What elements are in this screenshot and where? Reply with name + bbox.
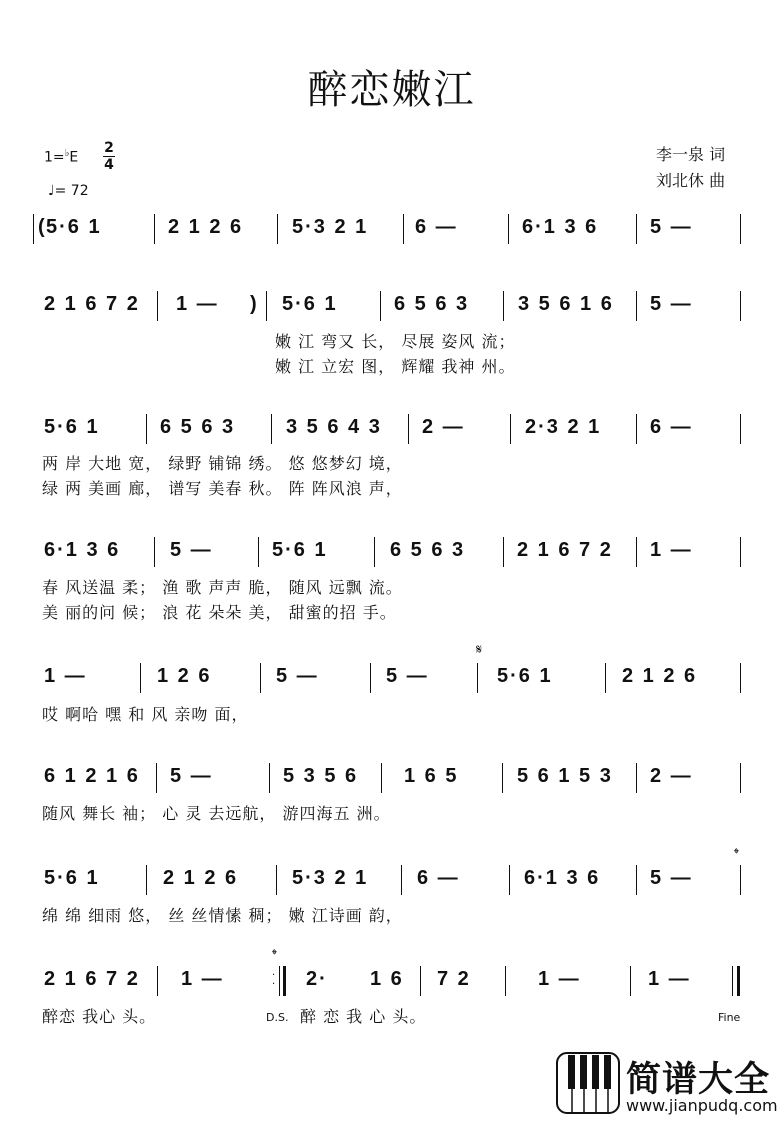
barline [276, 865, 277, 895]
barline [740, 663, 741, 693]
note-group: 5 6 1 5 3 [517, 765, 613, 787]
note-group: 3 5 6 4 3 [286, 416, 382, 438]
barline [271, 414, 272, 444]
note-group: 5·3 2 1 [292, 216, 369, 238]
note-group: 2 1 2 6 [622, 665, 698, 687]
note-group: 2 1 6 7 2 [44, 293, 140, 315]
note-group: 5·6 1 [272, 539, 328, 561]
barline [381, 763, 382, 793]
barline [740, 537, 741, 567]
lyric-line: 两 岸 大地 宽， 绿野 铺锦 绣。 悠 悠梦幻 境， [42, 454, 403, 473]
barline [374, 537, 375, 567]
barline [146, 865, 147, 895]
note-group: 2 — [650, 765, 693, 787]
lyric-line: 随风 舞长 袖； 心 灵 去远航， 游四海五 洲。 [42, 804, 391, 823]
barline [420, 966, 421, 996]
fine-marking: Fine [718, 1011, 741, 1024]
barline [740, 865, 741, 895]
barline [260, 663, 261, 693]
repeat-dots: · · [272, 970, 276, 990]
note-group: 1 — [44, 665, 87, 687]
tempo-marking [48, 183, 89, 199]
barline [277, 214, 278, 244]
key-note: E [69, 149, 79, 166]
note-group: 5 — [386, 665, 429, 687]
note-group: 1 — [176, 293, 219, 315]
note-group: ( [38, 216, 47, 238]
barline [510, 414, 511, 444]
note-group: 2 1 2 6 [163, 867, 239, 889]
barline [740, 763, 741, 793]
lyric-line: 醉恋 我心 头。 [42, 1007, 157, 1026]
quarter-note-icon: ♩ [48, 183, 55, 199]
page-title: 醉恋嫩江 [307, 67, 476, 113]
key-signature [44, 148, 78, 166]
barline [156, 763, 157, 793]
note-group: 6 — [417, 867, 460, 889]
note-group: 7 2 [437, 968, 471, 990]
note-group: 2 — [422, 416, 465, 438]
barline [403, 214, 404, 244]
barline [401, 865, 402, 895]
barline [636, 291, 637, 321]
barline [140, 663, 141, 693]
barline [630, 966, 631, 996]
barline [154, 537, 155, 567]
lyric-line: 哎 啊哈 嘿 和 风 亲吻 面， [42, 705, 249, 724]
note-group: 2 1 6 7 2 [44, 968, 140, 990]
barline [266, 291, 267, 321]
barline [157, 291, 158, 321]
barline [636, 414, 637, 444]
note-group: 5 — [650, 216, 693, 238]
note-group: 6·1 3 6 [44, 539, 121, 561]
note-group: 1 — [650, 539, 693, 561]
note-group: 6 1 2 1 6 [44, 765, 140, 787]
note-group: 1 2 6 [157, 665, 212, 687]
note-group: 5 — [170, 765, 213, 787]
note-group: 5·6 1 [44, 416, 100, 438]
note-group: 6·1 3 6 [524, 867, 601, 889]
barline [477, 663, 478, 693]
note-group: 5 — [276, 665, 319, 687]
note-group: ) [250, 293, 259, 315]
note-group: 1 — [538, 968, 581, 990]
logo-url: www.jianpudq.com [626, 1096, 778, 1115]
barline [636, 763, 637, 793]
note-group: 1 6 5 [404, 765, 459, 787]
note-group: 6 5 6 3 [390, 539, 466, 561]
barline [605, 663, 606, 693]
barline [740, 414, 741, 444]
note-group: 1 6 [370, 968, 404, 990]
barline [154, 214, 155, 244]
segno-sign: 𝄋 [476, 642, 483, 658]
barline [370, 663, 371, 693]
note-group: 2·3 2 1 [525, 416, 602, 438]
barline [503, 291, 504, 321]
note-group: 1 — [181, 968, 224, 990]
note-group: 3 5 6 1 6 [518, 293, 614, 315]
barline [269, 763, 270, 793]
note-group: 6·1 3 6 [522, 216, 599, 238]
logo-name: 简谱大全 [626, 1060, 771, 1100]
time-signature-top: 2 [104, 140, 114, 156]
note-group: 6 — [415, 216, 458, 238]
time-signature-bottom: 4 [104, 157, 114, 173]
ds-marking: D.S. [266, 1011, 289, 1024]
tempo-value: = 72 [54, 183, 89, 199]
barline [503, 537, 504, 567]
note-group: 2 1 6 7 2 [517, 539, 613, 561]
barline [740, 291, 741, 321]
barline [740, 214, 741, 244]
site-logo [556, 1052, 780, 1118]
barline [408, 414, 409, 444]
note-group: 6 5 6 3 [394, 293, 470, 315]
coda-sign: 𝄌 [734, 846, 739, 862]
lyric-line: 嫩 江 立宏 图， 辉耀 我神 州。 [275, 357, 516, 376]
barline [508, 214, 509, 244]
barline [502, 763, 503, 793]
lyricist-credit: 李一泉 词 [656, 145, 726, 164]
note-group: 5·6 1 [282, 293, 338, 315]
flat-sign: ♭ [64, 148, 70, 159]
note-group: 5 3 5 6 [283, 765, 359, 787]
key-prefix: 1= [44, 149, 65, 166]
note-group: 2 1 2 6 [168, 216, 244, 238]
lyric-line: 绿 两 美画 廊， 谱写 美春 秋。 阵 阵风浪 声， [42, 479, 403, 498]
note-group: 5·3 2 1 [292, 867, 369, 889]
note-group: 5 — [170, 539, 213, 561]
note-group: 5 — [650, 293, 693, 315]
barline [33, 214, 34, 244]
lyric-line: 绵 绵 细雨 悠， 丝 丝情愫 稠； 嫩 江诗画 韵， [42, 906, 403, 925]
note-group: 1 — [648, 968, 691, 990]
barline [636, 214, 637, 244]
time-signature [103, 140, 115, 173]
note-group: 6 — [650, 416, 693, 438]
note-group: 5 — [650, 867, 693, 889]
barline [505, 966, 506, 996]
coda-sign-second: 𝄌 [272, 947, 277, 963]
lyric-line: 醉 恋 我 心 头。 [300, 1007, 427, 1026]
composer-credit: 刘北休 曲 [656, 171, 726, 190]
barline [509, 865, 510, 895]
note-group: 2· [306, 968, 328, 990]
lyric-line: 嫩 江 弯又 长， 尽展 姿风 流； [275, 332, 516, 351]
barline [157, 966, 158, 996]
barline [146, 414, 147, 444]
barline [636, 537, 637, 567]
note-group: 5·6 1 [497, 665, 553, 687]
barline [380, 291, 381, 321]
note-group: 5·6 1 [44, 867, 100, 889]
barline [258, 537, 259, 567]
note-group: 5·6 1 [46, 216, 102, 238]
barline [636, 865, 637, 895]
lyric-line: 春 风送温 柔； 渔 歌 声声 脆， 随风 远飘 流。 [42, 578, 403, 597]
lyric-line: 美 丽的问 候； 浪 花 朵朵 美， 甜蜜的招 手。 [42, 603, 397, 622]
note-group: 6 5 6 3 [160, 416, 236, 438]
